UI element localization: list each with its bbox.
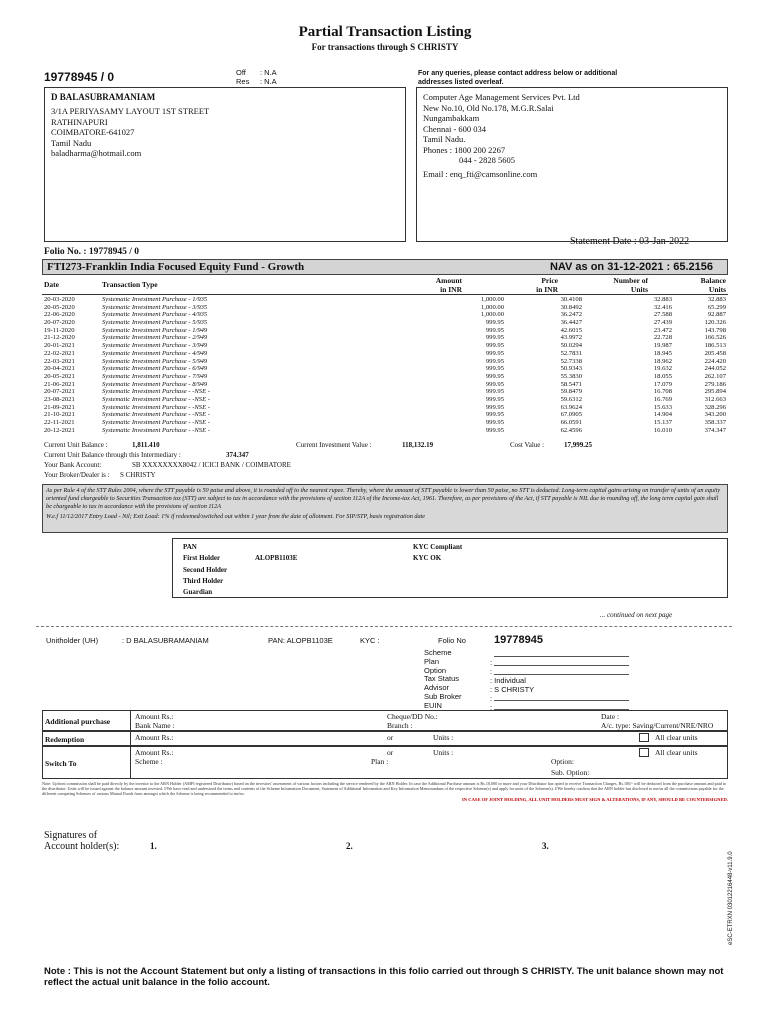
txn-price: 50.0294 — [560, 342, 582, 350]
txn-date: 22-06-2020 — [44, 311, 75, 319]
broker-label: Your Broker/Dealer is : — [44, 471, 110, 479]
col-type: Transaction Type — [102, 280, 158, 289]
signature-2[interactable]: 2. — [346, 841, 353, 851]
txn-units: 18.055 — [653, 372, 672, 380]
redemption-units-field[interactable]: Units : — [433, 733, 454, 742]
txn-date: 22-02-2021 — [44, 349, 75, 357]
txn-balance: 186.513 — [704, 342, 726, 350]
txn-balance: 166.526 — [704, 334, 726, 342]
txn-amount: 999.95 — [485, 342, 504, 350]
txn-type: Systematic Investment Purchase - 8/949 — [102, 380, 208, 388]
switch-plan-field[interactable]: Plan : — [371, 757, 389, 766]
txn-price: 36.4427 — [560, 319, 582, 327]
fund-name: FTI273-Franklin India Focused Equity Fund - Growth — [47, 261, 305, 273]
txn-date: 22-03-2021 — [44, 357, 75, 365]
account-holders-label: Account holder(s): — [44, 841, 120, 852]
txn-type: Systematic Investment Purchase - -NSE - — [102, 426, 210, 434]
switch-amount-field[interactable]: Amount Rs.: — [135, 748, 174, 757]
txn-balance: 224.420 — [704, 357, 726, 365]
txn-type: Systematic Investment Purchase - 2/949 — [102, 334, 208, 342]
txn-units: 27.588 — [653, 311, 672, 319]
continued-note: ... continued on next page — [600, 611, 673, 619]
address-line: Tamil Nadu. — [423, 134, 466, 144]
txn-balance: 328.296 — [704, 403, 726, 411]
txn-price: 30.8492 — [560, 303, 582, 311]
or-label: or — [387, 733, 394, 742]
txn-type: Systematic Investment Purchase - 6/949 — [102, 365, 208, 373]
unitholder-name: : D BALASUBRAMANIAM — [122, 636, 209, 645]
transaction-table — [42, 296, 728, 434]
purchase-amount-field[interactable]: Amount Rs.: — [135, 712, 174, 721]
exit-load-note: W.e.f 11/12/2017 Entry Load - Nil; Exit Load: 1% if redeemed/switched out within 1 year from the date of allotment. For SIP/STP, basis registration date — [46, 513, 426, 520]
phone-line: 044 - 2828 5605 — [459, 155, 515, 165]
switch-units-field[interactable]: Units : — [433, 748, 454, 757]
signature-1[interactable]: 1. — [150, 841, 157, 851]
txn-price: 36.2472 — [560, 311, 582, 319]
col-amount: Amount in INR — [435, 276, 462, 294]
all-clear-label: All clear units — [655, 748, 698, 757]
txn-units: 22.728 — [653, 334, 672, 342]
table-row — [42, 319, 728, 327]
table-row — [42, 358, 728, 366]
tax-status-label: Tax Status — [424, 674, 460, 684]
txn-type: Systematic Investment Purchase - 4/935 — [102, 311, 208, 319]
res-value: : N.A — [260, 77, 277, 86]
address-line: Nungambakkam — [423, 113, 480, 123]
option-field[interactable] — [494, 674, 629, 675]
sub-broker-label: Sub Broker — [424, 691, 462, 701]
txn-balance: 295.894 — [704, 388, 726, 396]
txn-units: 19.632 — [653, 365, 672, 373]
all-clear-label: All clear units — [655, 733, 698, 742]
plan-field[interactable] — [494, 665, 629, 666]
redemption-all-units-checkbox[interactable] — [639, 733, 649, 742]
signatures-label: Signatures of — [44, 830, 98, 841]
switch-sub-option-field[interactable]: Sub. Option: — [551, 768, 590, 777]
txn-balance: 358.337 — [704, 419, 726, 426]
txn-date: 21-10-2021 — [44, 411, 75, 419]
txn-units: 19.987 — [653, 342, 672, 350]
cost-value-label: Cost Value : — [510, 441, 545, 449]
table-row — [42, 381, 728, 389]
txn-amount: 999.95 — [485, 319, 504, 327]
kyc-pan-header: PAN — [183, 543, 197, 551]
advisor: : S CHRISTY — [490, 685, 535, 694]
txn-date: 19-11-2020 — [44, 326, 75, 334]
slip-details-labels — [424, 649, 462, 711]
txn-amount: 999.95 — [485, 349, 504, 357]
switch-scheme-field[interactable]: Scheme : — [135, 757, 163, 766]
option-label: Option — [424, 665, 447, 675]
txn-type: Systematic Investment Purchase - -NSE - — [102, 395, 210, 403]
txn-type: Systematic Investment Purchase - -NSE - — [102, 419, 210, 426]
joint-holding-note: IN CASE OF JOINT HOLDING, ALL UNIT HOLDERS MUST SIGN & ALTERATIONS, IF ANY, SHOULD BE COUNTERSIGNED. — [462, 797, 728, 802]
txn-date: 22-11-2021 — [44, 419, 75, 426]
table-row — [42, 404, 728, 412]
date-field[interactable]: Date : — [601, 712, 620, 721]
queries-note: For any queries, please contact address below or additional addresses listed overleaf. — [418, 70, 618, 86]
table-row — [42, 304, 728, 312]
additional-purchase-row — [42, 710, 728, 731]
txn-amount: 999.95 — [485, 419, 504, 426]
folio-number-top: 19778945 / 0 — [44, 70, 115, 84]
txn-balance: 374.347 — [704, 426, 726, 434]
col-price: Price in INR — [536, 276, 558, 294]
first-holder-label: First Holder — [183, 554, 221, 562]
txn-type: Systematic Investment Purchase - -NSE - — [102, 411, 210, 419]
txn-amount: 999.95 — [485, 403, 504, 411]
txn-date: 20-07-2021 — [44, 388, 75, 396]
txn-price: 50.9343 — [560, 365, 582, 373]
txn-type: Systematic Investment Purchase - 7/949 — [102, 372, 208, 380]
registrar-email: Email : enq_fti@camsonline.com — [423, 168, 538, 179]
txn-amount: 999.95 — [485, 426, 504, 434]
second-holder-label: Second Holder — [183, 566, 228, 574]
current-unit-balance-label: Current Unit Balance : — [44, 441, 108, 449]
txn-type: Systematic Investment Purchase - -NSE - — [102, 388, 210, 396]
disclaimer — [42, 781, 728, 802]
txn-date: 20-07-2020 — [44, 319, 75, 327]
first-holder-kyc: KYC OK — [413, 554, 442, 562]
current-investment-value: 118,132.19 — [402, 441, 434, 449]
table-row — [42, 296, 728, 304]
txn-amount: 999.95 — [485, 380, 504, 388]
txn-units: 15.633 — [653, 403, 672, 411]
txn-price: 62.4596 — [560, 426, 582, 434]
redemption-row — [42, 731, 728, 746]
cost-value: 17,999.25 — [564, 441, 592, 449]
txn-amount: 999.95 — [485, 395, 504, 403]
footer-note: Note : This is not the Account Statement but only a listing of transactions in this folio carried out through S CHRISTY. The unit balance shown may not reflect the actual unit balance in the folio account. — [44, 966, 724, 988]
euin-label: EUIN — [424, 700, 442, 710]
txn-balance: 205.458 — [704, 349, 726, 357]
address-line: RATHINAPURI — [51, 116, 108, 127]
kyc-box — [172, 538, 728, 598]
broker-name: S CHRISTY — [120, 471, 156, 479]
txn-amount: 999.95 — [485, 334, 504, 342]
txn-balance: 92.887 — [707, 311, 726, 319]
investor-name: D BALASUBRAMANIAM — [51, 92, 156, 102]
phone-line: Phones : 1800 200 2267 — [423, 144, 506, 155]
table-row — [42, 365, 728, 373]
advisor-label: Advisor — [424, 683, 450, 693]
page-subtitle: For transactions through S CHRISTY — [311, 42, 459, 52]
page-title: Partial Transaction Listing — [298, 24, 472, 40]
account-type-field[interactable]: A/c. type: Saving/Current/NRE/NRO — [601, 721, 714, 730]
branch-field[interactable]: Branch : — [387, 721, 413, 730]
txn-date: 20-05-2020 — [44, 303, 75, 311]
txn-type: Systematic Investment Purchase - 3/949 — [102, 342, 208, 350]
txn-balance: 312.663 — [704, 395, 726, 403]
cut-line — [36, 626, 732, 627]
txn-balance: 143.798 — [704, 326, 726, 334]
txn-units: 18.945 — [653, 349, 672, 357]
registrar-address-box — [416, 87, 728, 242]
txn-type: Systematic Investment Purchase - -NSE - — [102, 403, 210, 411]
txn-price: 43.9972 — [560, 334, 582, 342]
txn-units: 32.883 — [653, 296, 672, 303]
txn-date: 21-12-2020 — [44, 334, 75, 342]
investor-address-box — [44, 87, 406, 242]
slip-kyc: KYC : — [360, 636, 380, 645]
table-row — [42, 327, 728, 335]
txn-amount: 999.95 — [485, 411, 504, 419]
guardian-label: Guardian — [183, 588, 213, 596]
intermediary-balance: 374.347 — [226, 451, 249, 459]
table-row — [42, 396, 728, 404]
txn-amount: 999.95 — [485, 388, 504, 396]
address-line: New No.10, Old No.178, M.G.R.Salai — [423, 102, 554, 113]
address-line: Computer Age Management Services Pvt. Ltd — [423, 92, 580, 102]
or-label: or — [387, 748, 394, 757]
txn-price: 58.5471 — [560, 380, 582, 388]
txn-units: 18.962 — [653, 357, 672, 365]
txn-amount: 999.95 — [485, 357, 504, 365]
form-code: eSC-ETRXN 03012216448-v11.9.0 — [728, 851, 734, 945]
txn-units: 23.472 — [653, 326, 672, 334]
txn-units: 17.079 — [653, 380, 672, 388]
current-unit-balance: 1,811.410 — [132, 441, 160, 449]
switch-row — [42, 746, 728, 779]
table-row — [42, 388, 728, 396]
third-holder-label: Third Holder — [183, 577, 224, 585]
txn-type: Systematic Investment Purchase - 5/935 — [102, 319, 208, 327]
col-units: Number of Units — [613, 276, 648, 294]
txn-date: 20-12-2021 — [44, 426, 75, 434]
txn-balance: 262.107 — [704, 372, 726, 380]
address-line: Tamil Nadu — [51, 137, 92, 148]
stt-note: As per Rule 4 of the STT Rules 2004, where the STT payable is 50 paise and above, it is rounded off to the nearest rupee. Thereby, where the amount of STT payable is lower than 50 paise, no STT is deducted. Long-term capital gains arising on transfer of units of an equity oriented fund chargeable to Securities Transaction tax (STT) are subject to tax in accordance with the provisions of section 112A of the Income-tax Act, 1961. Therefore, as per provisions of the Act, if STT payable is NIL due to rounding off, the long term capital gain shall be chargeable to tax in accordance with the provisions of section 112A — [46, 487, 721, 510]
txn-price: 59.8479 — [560, 388, 582, 396]
signature-3[interactable]: 3. — [542, 841, 549, 851]
txn-units: 16.708 — [653, 388, 672, 396]
col-date: Date — [44, 280, 59, 289]
txn-balance: 120.326 — [704, 319, 726, 327]
redemption-label: Redemption — [45, 735, 85, 744]
txn-price: 30.4108 — [560, 296, 582, 303]
txn-amount: 1,000.00 — [480, 303, 504, 311]
investor-address — [51, 106, 209, 159]
txn-date: 21-09-2021 — [44, 403, 75, 411]
res-label: Res — [236, 77, 250, 86]
stt-note-box — [42, 484, 728, 533]
kyc-compliant-header: KYC Compliant — [413, 543, 463, 551]
txn-amount: 999.95 — [485, 372, 504, 380]
redemption-amount-field[interactable]: Amount Rs.: — [135, 733, 174, 742]
address-line: COIMBATORE-641027 — [51, 127, 135, 137]
txn-units: 16.769 — [653, 395, 672, 403]
registrar-address — [423, 92, 580, 179]
txn-price: 55.3830 — [560, 372, 582, 380]
off-label: Off — [236, 68, 246, 77]
table-row — [42, 411, 728, 419]
txn-amount: 1,000.00 — [480, 311, 504, 319]
statement-date: Statement Date : 03-Jan-2022 — [570, 236, 690, 247]
folio-number: Folio No. : 19778945 / 0 — [44, 247, 139, 257]
table-row — [42, 373, 728, 381]
txn-amount: 999.95 — [485, 326, 504, 334]
additional-purchase-label: Additional purchase — [45, 717, 111, 726]
txn-price: 59.6312 — [560, 395, 582, 403]
txn-type: Systematic Investment Purchase - 3/935 — [102, 303, 208, 311]
cheque-dd-field[interactable]: Cheque/DD No.: — [387, 712, 438, 721]
table-row — [42, 350, 728, 358]
fund-nav: NAV as on 31-12-2021 : 65.2156 — [549, 261, 713, 273]
slip-pan: PAN: ALOPB1103E — [268, 636, 333, 645]
txn-date: 23-08-2021 — [44, 395, 75, 403]
txn-price: 67.0905 — [560, 411, 582, 419]
tax-status: : Individual — [490, 676, 526, 685]
txn-balance: 279.186 — [704, 380, 726, 388]
investor-email: baladharma@hotmail.com — [51, 148, 142, 158]
scheme-field[interactable] — [494, 656, 629, 657]
slip-folio-number: 19778945 — [494, 634, 543, 646]
table-row — [42, 342, 728, 350]
txn-date: 20-03-2020 — [44, 296, 75, 303]
bank-account-label: Your Bank Account: — [44, 461, 102, 469]
txn-price: 63.9624 — [560, 403, 582, 411]
table-row — [42, 419, 728, 427]
table-row — [42, 427, 728, 435]
table-row — [42, 311, 728, 319]
bank-account: SB XXXXXXXX8042 / ICICI BANK / COIMBATORE — [132, 461, 291, 469]
txn-date: 21-06-2021 — [44, 380, 75, 388]
txn-balance: 65.299 — [707, 303, 726, 311]
address-line: Chennai - 600 034 — [423, 123, 487, 134]
intermediary-balance-label: Current Unit Balance through this Intermediary : — [44, 451, 181, 459]
txn-price: 52.7338 — [560, 357, 582, 365]
txn-units: 14.904 — [653, 411, 672, 419]
txn-price: 42.6015 — [560, 326, 582, 334]
txn-units: 15.137 — [653, 419, 672, 426]
off-value: : N.A — [260, 68, 277, 77]
txn-balance: 32.883 — [707, 296, 726, 303]
plan-label: Plan — [424, 656, 440, 666]
txn-date: 20-01-2021 — [44, 342, 75, 350]
txn-amount: 1,000.00 — [480, 296, 504, 303]
txn-balance: 244.052 — [704, 365, 726, 373]
slip-folio-label: Folio No — [438, 636, 466, 645]
txn-balance: 343.200 — [704, 411, 726, 419]
txn-type: Systematic Investment Purchase - 1/949 — [102, 326, 208, 334]
txn-type: Systematic Investment Purchase - 5/949 — [102, 357, 208, 365]
txn-type: Systematic Investment Purchase - 4/949 — [102, 349, 208, 357]
txn-date: 20-04-2021 — [44, 365, 75, 373]
txn-price: 52.7831 — [560, 349, 582, 357]
switch-all-units-checkbox[interactable] — [639, 748, 649, 757]
txn-price: 66.0591 — [560, 419, 582, 426]
txn-type: Systematic Investment Purchase - 1/935 — [102, 296, 208, 303]
disclaimer-text: Note: Upfront commission shall be paid directly by the investor to the ARN Holder (AMFI registered Distributor) based on the investors' assessment of various factors including the service rendered by the ARN Holder. In case the Additional Purchase amount is Rs.10,000 or more and your Distributor has opted to receive Transaction Charges, Rs.100/- will be deducted from the purchase amount and paid to the distributor. Units will be issued against the balance amount invested. I/We have read and understood the terms and contents of the Scheme Information Document, Statement of Additional Information and Key Information Memorandum of the respective Scheme(s) and apply for units of the Scheme(s). I/We hereby confirm that the ARN holder has disclosed to me/us all the commissions payable for the different competing Schemes of various Mutual Funds from amongst which the Scheme is being recommended to me/us. — [42, 781, 727, 796]
scheme-label: Scheme — [424, 648, 452, 657]
switch-to-label: Switch To — [45, 759, 77, 768]
txn-units: 32.416 — [653, 303, 672, 311]
txn-date: 20-05-2021 — [44, 372, 75, 380]
header-divider — [42, 294, 728, 295]
table-row — [42, 334, 728, 342]
first-holder-pan: ALOPB1103E — [255, 554, 298, 562]
txn-units: 27.439 — [653, 319, 672, 327]
txn-amount: 999.95 — [485, 365, 504, 373]
address-line: 3/1A PERIYASAMY LAYOUT 1ST STREET — [51, 106, 210, 116]
sub-broker-field[interactable] — [494, 700, 629, 701]
txn-units: 16.010 — [653, 426, 672, 434]
col-balance: Balance Units — [700, 276, 726, 294]
bank-name-field[interactable]: Bank Name : — [135, 721, 175, 730]
current-investment-value-label: Current Investment Value : — [296, 441, 372, 449]
fund-bar — [42, 259, 728, 275]
switch-option-field[interactable]: Option: — [551, 757, 574, 766]
unitholder-label: Unitholder (UH) — [46, 636, 99, 645]
